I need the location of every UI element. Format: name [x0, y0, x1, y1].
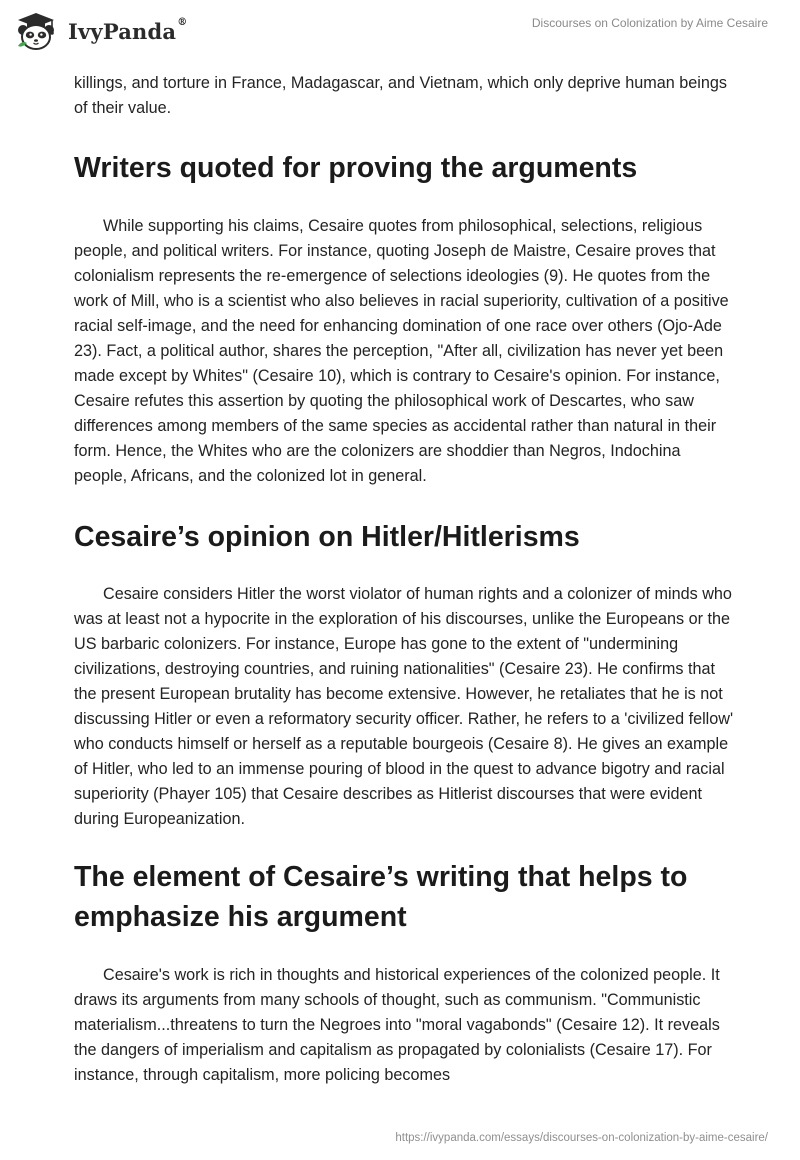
document-title: Discourses on Colonization by Aime Cesaire — [531, 16, 768, 30]
source-url[interactable]: https://ivypanda.com/essays/discourses-on-colonization-by-aime-cesaire/ — [395, 1132, 768, 1144]
essay-content — [74, 71, 734, 1088]
panda-graduate-icon — [14, 12, 62, 50]
section-paragraph-writing-element: Cesaire's work is rich in thoughts and historical experiences of the colonized people. It draws its arguments from many schools of thought, such as communism. "Communistic materialism...threatens to turn the Negroes into "moral vagabonds" (Cesaire 12). It reveals the dangers of imperialism and capitalism as propagated by colonialists (Cesaire 17). For instance, through capitalism, more policing becomes — [74, 966, 720, 1084]
section-heading-hitler-opinion: Cesaire’s opinion on Hitler/Hitlerisms — [74, 521, 580, 553]
page-header — [0, 0, 800, 70]
section-paragraph-hitler-opinion: Cesaire considers Hitler the worst violator of human rights and a colonizer of minds who was at least not a hypocrite in the exploration of his discourses, unlike the Europeans or the US barbaric colonizers. For instance, Europe has gone to the extent of "undermining civilizations, destroying countries, and ruining nationalities" (Cesaire 23). He confirms that the present European brutality has become extensive. However, he retaliates that he is not discussing Hitler or even a reformatory security officer. Rather, he refers to a 'civilized fellow' who conducts himself or herself as a reputable bourgeois (Cesaire 8). He gives an example of Hitler, who led to an immense pouring of blood in the quest to advance bigotry and racial superiority (Phayer 105) that Cesaire describes as Hitlerist discourses that were evident during Europeanization. — [74, 585, 734, 828]
section-heading-writers-quoted: Writers quoted for proving the arguments — [74, 152, 638, 184]
intro-paragraph-fragment: killings, and torture in France, Madagascar, and Vietnam, which only deprive human beings of their value. — [74, 74, 727, 117]
ivypanda-logo[interactable] — [14, 12, 187, 50]
section-heading-writing-element: The element of Cesaire’s writing that helps to emphasize his argument — [74, 861, 688, 933]
section-paragraph-writers-quoted: While supporting his claims, Cesaire quotes from philosophical, selections, religious people, and political writers. For instance, quoting Joseph de Maistre, Cesaire proves that colonialism represents the re-emergence of selections ideologies (9). He quotes from the work of Mill, who is a scientist who also believes in racial superiority, cultivation of a positive racial self-image, and the need for enhancing domination of one race over others (Ojo-Ade 23). Fact, a political author, shares the perception, "After all, civilization has never yet been made except by Whites" (Cesaire 10), which is contrary to Cesaire's opinion. For instance, Cesaire refutes this assertion by quoting the philosophical work of Descartes, who saw differences among members of the same species as accidental rather than natural in their form. Hence, the Whites who are the colonizers are shoddier than Negros, Indochina people, Africans, and the colonized lot in general. — [74, 217, 729, 485]
logo-wordmark: IvyPanda® — [68, 16, 188, 44]
